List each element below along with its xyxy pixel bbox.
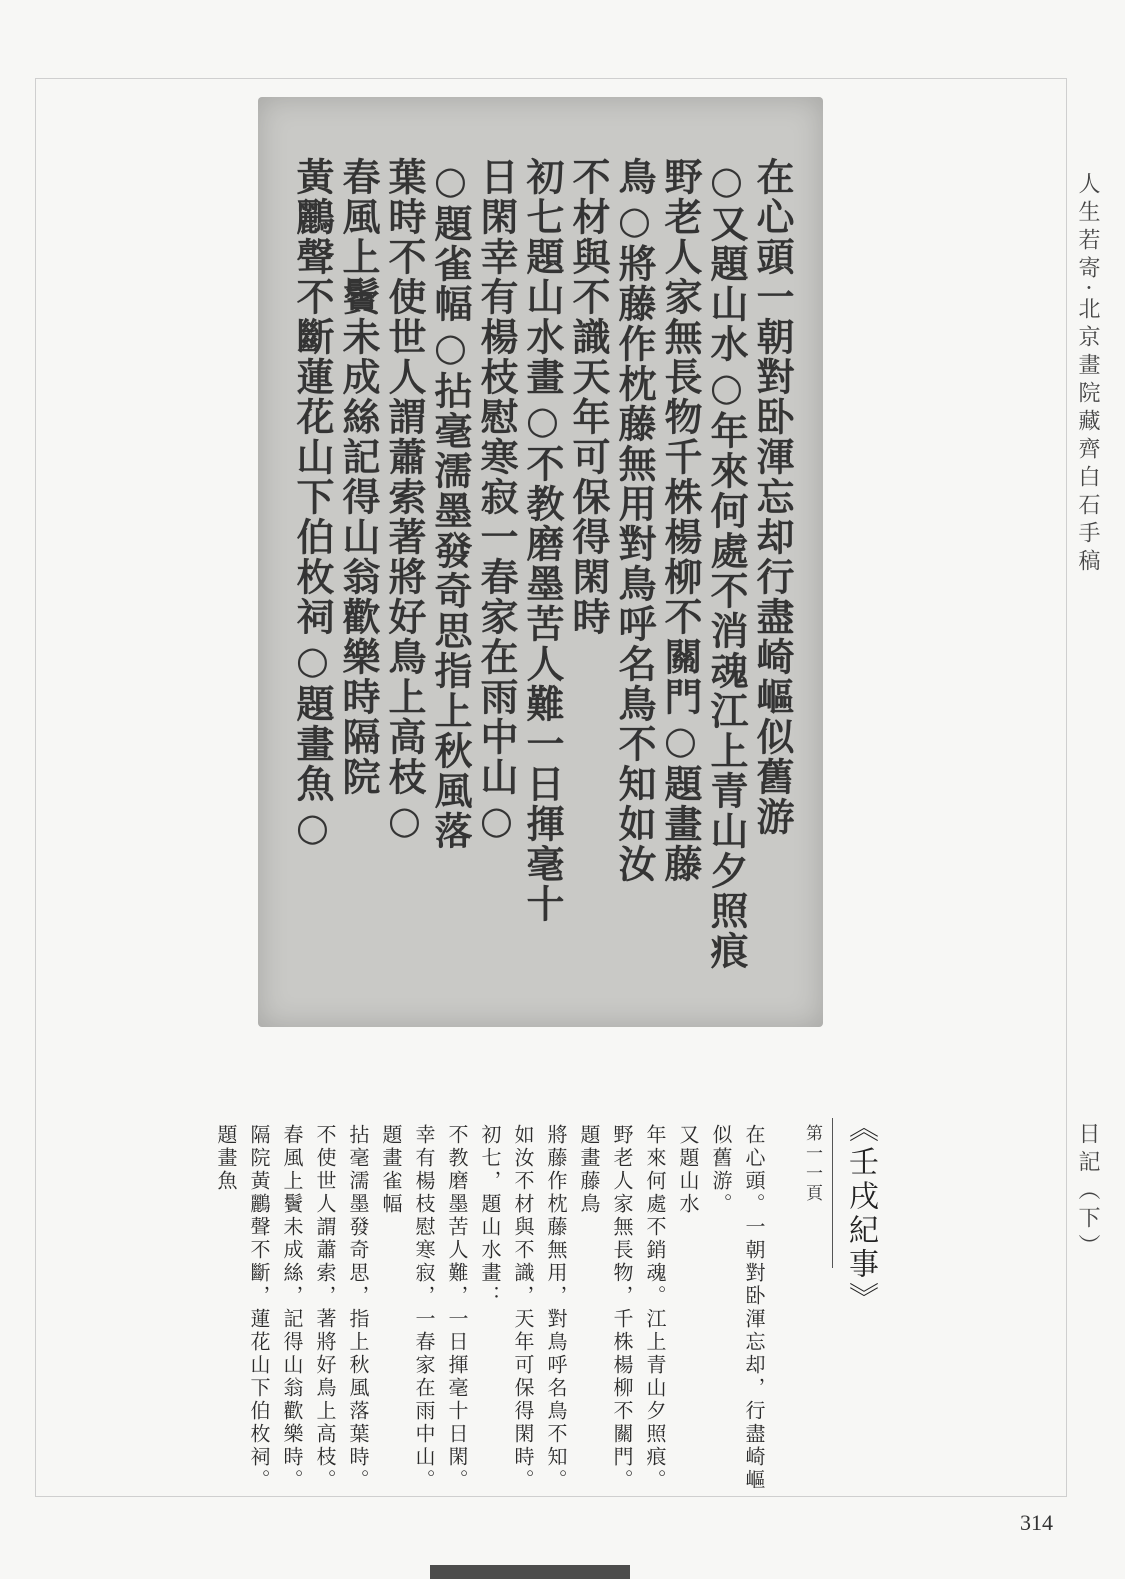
text-line: 不使世人謂蕭索，著將好鳥上高枝。 (313, 1124, 337, 1492)
text-line: 不教磨墨苦人難，一日揮毫十日閑。 (445, 1124, 469, 1492)
text-line: 題畫藤鳥 (577, 1124, 601, 1216)
text-line: 又題山水 (676, 1124, 700, 1216)
manuscript-image (258, 97, 823, 1027)
text-line: 在心頭。一朝對卧渾忘却，行盡崎嶇 (742, 1124, 766, 1492)
manuscript-column: 日閑幸有楊枝慰寒寂一春家在雨中山○ (474, 157, 519, 844)
manuscript-column: 在心頭一朝對卧渾忘却行盡崎嶇似舊游 (750, 157, 795, 837)
section-title: 日記（下） (1075, 1122, 1100, 1262)
manuscript-handwriting (289, 157, 795, 1017)
transcription (209, 1124, 770, 1492)
text-line: 春風上鬢未成絲，記得山翁歡樂時。 (280, 1124, 304, 1492)
manuscript-page-label: 第一一頁 (802, 1124, 822, 1204)
text-line: 如汝不材與不識，天年可保得閑時。 (511, 1124, 535, 1492)
manuscript-column: 不材與不識天年可保得閑時 (566, 157, 611, 637)
text-line: 年來何處不銷魂。江上青山夕照痕。 (643, 1124, 667, 1492)
manuscript-column: 野老人家無長物千株楊柳不關門○題畫藤 (658, 157, 703, 884)
article-title: 《壬戌紀事》 (843, 1112, 878, 1316)
book-title: 人生若寄·北京畫院藏齊白石手稿 (1075, 172, 1100, 577)
manuscript-column: 黃鸝聲不斷蓮花山下伯枚祠○題畫魚○ (290, 157, 335, 851)
text-line: 題畫雀幅 (379, 1124, 403, 1216)
title-divider (832, 1118, 833, 1268)
manuscript-column: 初七題山水畫○不教磨墨苦人難一日揮毫十 (520, 157, 565, 924)
scan-edge (430, 1565, 630, 1579)
manuscript-column: 鳥○將藤作枕藤無用對鳥呼名鳥不知如汝 (612, 157, 657, 884)
page-number: 314 (1020, 1510, 1053, 1535)
manuscript-column: 春風上鬢未成絲記得山翁歡樂時隔院 (336, 157, 381, 797)
text-line: 將藤作枕藤無用，對鳥呼名鳥不知。 (544, 1124, 568, 1492)
text-line: 野老人家無長物，千株楊柳不關門。 (610, 1124, 634, 1492)
text-line: 題畫魚 (214, 1124, 238, 1193)
manuscript-column: 葉時不使世人謂蕭索著將好鳥上高枝○ (382, 157, 427, 844)
text-line: 隔院黃鸝聲不斷，蓮花山下伯枚祠。 (247, 1124, 271, 1492)
text-line: 似舊游。 (709, 1124, 733, 1216)
text-line: 幸有楊枝慰寒寂，一春家在雨中山。 (412, 1124, 436, 1492)
text-line: 初七，題山水畫： (478, 1124, 502, 1308)
text-line: 拈毫濡墨發奇思，指上秋風落葉時。 (346, 1124, 370, 1492)
manuscript-column: ○題雀幅○拈毫濡墨發奇思指上秋風落 (428, 157, 473, 851)
manuscript-column: ○又題山水○年來何處不消魂江上青山夕照痕 (704, 157, 749, 971)
